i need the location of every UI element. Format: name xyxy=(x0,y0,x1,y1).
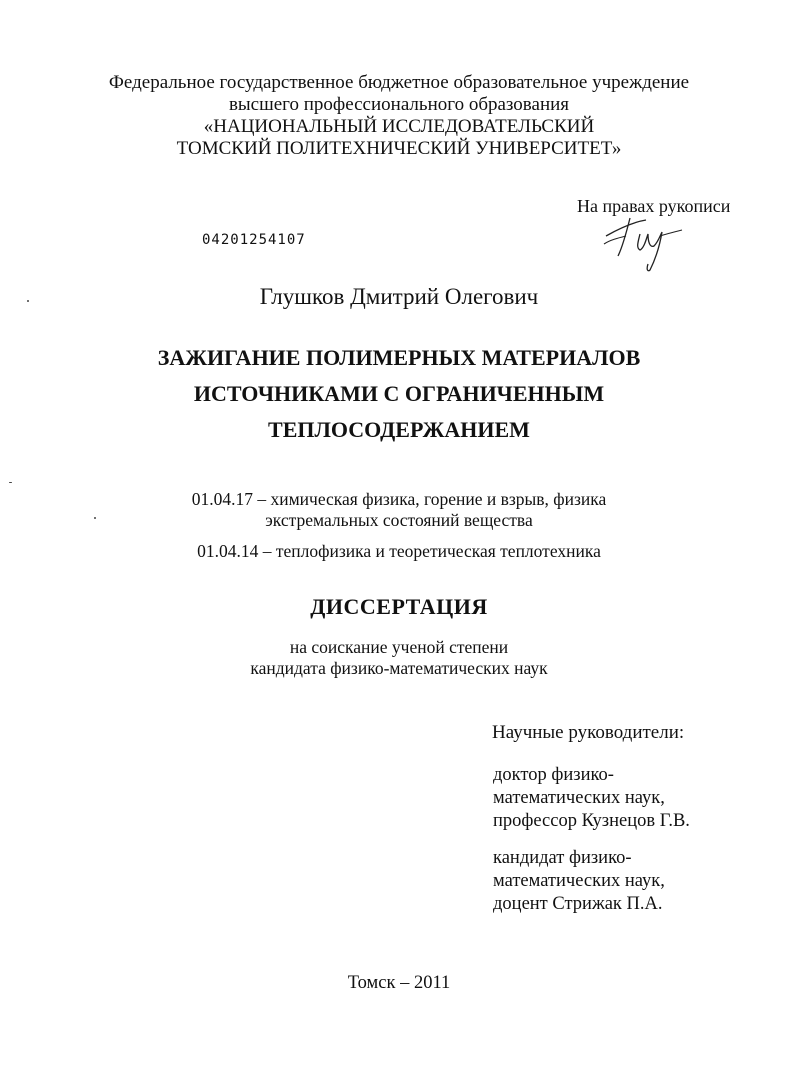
degree-line-2: кандидата физико-математических наук xyxy=(250,658,548,678)
title-line-1: ЗАЖИГАНИЕ ПОЛИМЕРНЫХ МАТЕРИАЛОВ xyxy=(157,345,641,370)
title-line-2: ИСТОЧНИКАМИ С ОГРАНИЧЕННЫМ xyxy=(193,381,605,406)
institution-line-2: высшего профессионального образования xyxy=(228,94,570,115)
handwritten-signature xyxy=(600,214,690,274)
dissertation-title xyxy=(0,340,798,448)
author-name: Глушков Дмитрий Олегович xyxy=(259,284,539,309)
supervisor-2-line-1: кандидат физико- xyxy=(493,848,632,868)
institution-line-3: «НАЦИОНАЛЬНЫЙ ИССЛЕДОВАТЕЛЬСКИЙ xyxy=(203,116,595,137)
specialty-2: 01.04.14 – теплофизика и теоретическая теплотехника xyxy=(197,541,601,561)
title-line-3: ТЕПЛОСОДЕРЖАНИЕМ xyxy=(268,417,530,442)
registration-code: 04201254107 xyxy=(202,232,306,248)
supervisors-heading: Научные руководители: xyxy=(492,722,685,743)
specialty-1-line-2: экстремальных состояний вещества xyxy=(265,510,533,530)
supervisor-2-line-2: математических наук, xyxy=(493,871,665,891)
institution-line-4: ТОМСКИЙ ПОЛИТЕХНИЧЕСКИЙ УНИВЕРСИТЕТ» xyxy=(176,138,622,159)
scan-speck xyxy=(94,517,96,519)
scan-speck xyxy=(27,300,29,302)
supervisor-2-line-3: доцент Стрижак П.А. xyxy=(493,894,663,914)
degree-line-1: на соискание ученой степени xyxy=(289,637,509,657)
institution-line-1: Федеральное государственное бюджетное образовательное учреждение xyxy=(108,72,690,93)
specialty-1-line-1: 01.04.17 – химическая физика, горение и взрыв, физика xyxy=(191,489,607,509)
supervisor-2 xyxy=(493,847,665,916)
document-type: ДИССЕРТАЦИЯ xyxy=(310,594,488,619)
supervisor-1-line-2: математических наук, xyxy=(493,788,665,808)
specialty-1 xyxy=(0,489,798,531)
degree-block xyxy=(0,637,798,679)
supervisor-1 xyxy=(493,764,690,833)
supervisor-1-line-1: доктор физико- xyxy=(493,765,614,785)
manuscript-rights-label: На правах рукописи xyxy=(577,196,731,216)
city-year-footer: Томск – 2011 xyxy=(347,973,451,993)
supervisor-1-line-3: профессор Кузнецов Г.В. xyxy=(493,811,690,831)
institution-block xyxy=(0,72,798,160)
scan-speck xyxy=(9,482,12,483)
